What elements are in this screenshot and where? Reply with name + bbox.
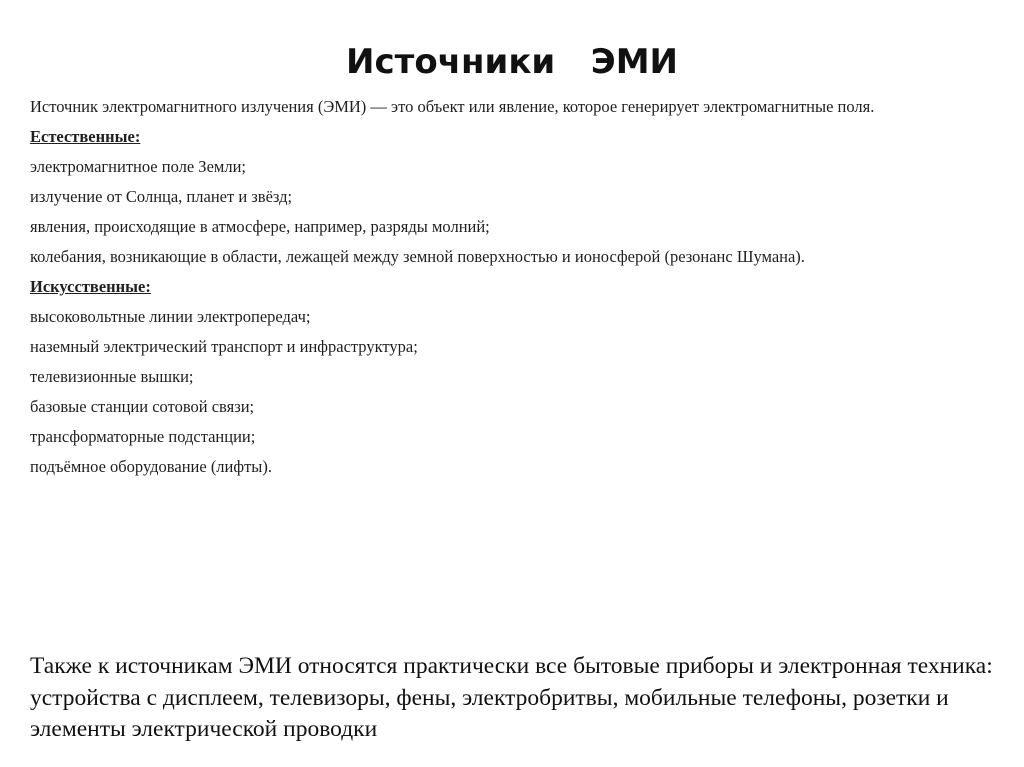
artificial-item: базовые станции сотовой связи; (30, 397, 255, 416)
artificial-item: подъёмное оборудование (лифты). (30, 457, 272, 476)
natural-item: колебания, возникающие в области, лежащей между земной поверхностью и ионосферой (резонанс Шумана). (30, 247, 805, 266)
footer-note (30, 651, 1015, 746)
page-title: Источники ЭМИ (346, 42, 678, 82)
content-body (30, 95, 980, 485)
artificial-item: трансформаторные подстанции; (30, 427, 256, 446)
natural-item: электромагнитное поле Земли; (30, 157, 246, 176)
artificial-item: наземный электрический транспорт и инфраструктура; (30, 337, 418, 356)
natural-item: явления, происходящие в атмосфере, например, разряды молний; (30, 217, 490, 236)
natural-heading: Естественные: (30, 127, 141, 146)
intro-paragraph: Источник электромагнитного излучения (ЭМИ) — это объект или явление, которое генерирует электромагнитные поля. (30, 97, 875, 116)
footer-text: Также к источникам ЭМИ относятся практически все бытовые приборы и электронная техника: устройства с дисплеем, телевизоры, фены, электробритвы, мобильные телефоны, розетки и элементы электрической проводки (30, 653, 993, 742)
artificial-item: высоковольтные линии электропередач; (30, 307, 311, 326)
natural-item: излучение от Солнца, планет и звёзд; (30, 187, 293, 206)
artificial-item: телевизионные вышки; (30, 367, 194, 386)
artificial-heading: Искусственные: (30, 277, 151, 296)
